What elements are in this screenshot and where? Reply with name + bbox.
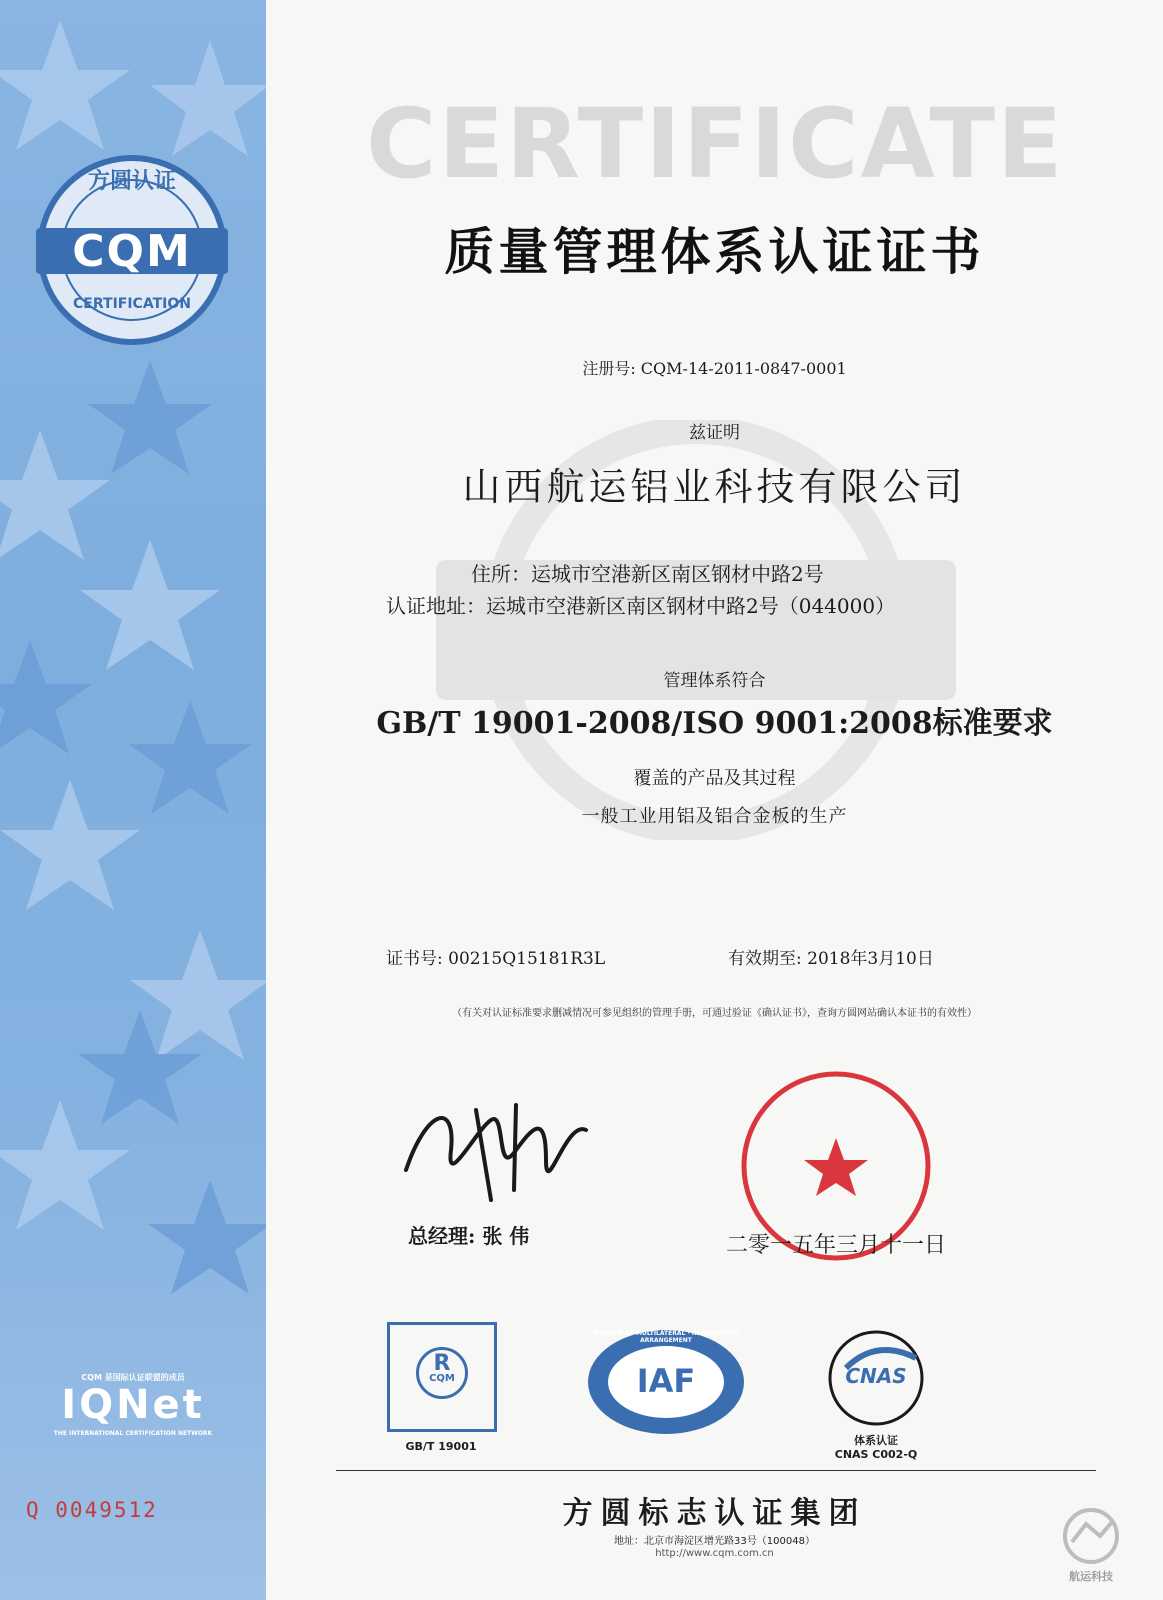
cnas-mark [826,1328,926,1428]
footer-divider [336,1470,1096,1471]
certification-address: 认证地址：运城市空港新区南区钢材中路2号（044000） [386,594,896,618]
cqm-r-label: CQM [429,1373,455,1384]
signature-image [396,1090,606,1210]
scope-text: 一般工业用铝及铝合金板的生产 [581,806,848,827]
standard-text: GB/T 19001-2008/ISO 9001:2008标准要求 [376,706,1053,741]
iaf-mark [586,1328,746,1436]
valid-until: 有效期至: 2018年3月10日 [728,949,934,969]
cnas-code: CNAS C002-Q [834,1448,918,1461]
iaf-text: IAF [636,1362,696,1400]
cqm-r-mark [387,1322,497,1432]
group-name: 方圆标志认证集团 [562,1496,867,1531]
footer-website: http://www.cqm.com.cn [655,1548,774,1559]
iqnet-text: IQNet [61,1382,205,1428]
company-name: 山西航运铝业科技有限公司 [462,465,967,509]
issue-date: 二零一五年三月十一日 [726,1233,947,1258]
cnas-text: CNAS [845,1364,907,1388]
certificate-body [266,0,1163,1600]
company-address: 住所：运城市空港新区南区钢材中路2号 [471,562,824,586]
certificate-title: 质量管理体系认证证书 [444,223,985,281]
iqnet-logo [10,1372,256,1442]
footer-address: 地址：北京市海淀区增光路33号（100048） [614,1536,815,1547]
iaf-ring-text: MEMBER OF MULTILATERAL · RECOGNITION ARRANGEMENT [593,1330,739,1344]
general-manager: 总经理: 张 伟 [408,1224,530,1248]
iqnet-member-text: CQM 是国际认证联盟的成员 [81,1373,185,1382]
cqm-logo-main-text: CQM [72,226,192,277]
cqm-logo-top-text: 方圆认证 [87,169,176,194]
iqnet-network-text: THE INTERNATIONAL CERTIFICATION NETWORK [53,1430,213,1437]
certificate-number: 证书号: 00215Q15181R3L [386,949,606,969]
gbt-label: GB/T 19001 [405,1440,477,1453]
cqm-logo-bottom-text: CERTIFICATION [73,296,191,312]
registration-number: 注册号: CQM-14-2011-0847-0001 [582,359,847,378]
cqm-logo [32,150,232,350]
cqm-r-letter: R [433,1351,451,1376]
certificate-watermark-title: CERTIFICATE [366,88,1065,200]
scope-label: 覆盖的产品及其过程 [633,768,796,789]
left-decorative-band [0,0,266,1600]
conform-label: 管理体系符合 [663,671,766,691]
brand-watermark: 航运科技 [1069,1570,1113,1583]
certify-label: 兹证明 [689,423,740,443]
brand-logo-icon [1056,1506,1126,1566]
verification-note: （有关对认证标准要求删减情况可参见组织的管理手册，可通过验证《确认证书》，查询方圆网站确认本证书的有效性） [452,1008,977,1019]
serial-number: Q 0049512 [26,1498,158,1522]
cnas-sub: 体系认证 [854,1434,898,1447]
